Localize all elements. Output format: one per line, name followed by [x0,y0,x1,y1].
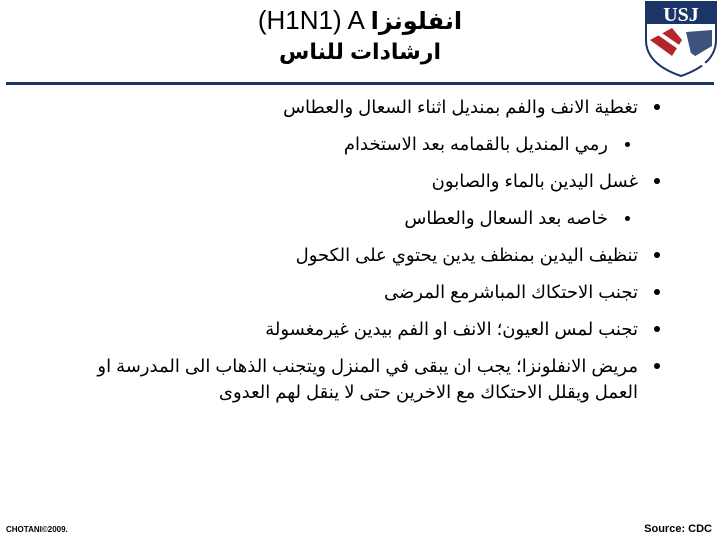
title-divider [6,82,714,85]
sub-bullet-item [60,131,660,157]
sub-bullet-item [60,205,660,231]
title-arabic: انفلونزا [370,8,463,35]
bullet-item [60,168,660,194]
bullet-text: مريض الانفلونزا؛ يجب ان يبقى في المنزل ويتجنب الذهاب الى المدرسة او العمل ويقلل الاحتكاك مع الاخرين حتى لا ينقل لهم العدوى [97,356,638,402]
bullet-dot [654,104,660,110]
bullet-text: غسل اليدين بالماء والصابون [431,171,638,191]
bullet-dot [654,178,660,184]
bullet-dot [625,142,630,147]
bullet-dot [654,363,660,369]
bullet-item [60,279,660,305]
bullet-item [60,94,660,120]
bullet-dot [654,289,660,295]
slide-subtitle: ارشادات للناس [279,39,441,64]
bullet-item [60,242,660,268]
title-line-1 [200,4,520,38]
bullet-text: خاصه بعد السعال والعطاس [404,208,608,228]
title-english: (H1N1) A [257,5,364,35]
bullet-text: تجنب الاحتكاك المباشرمع المرضى [384,282,638,302]
bullet-text: تغطية الانف والفم بمنديل اثناء السعال والعطاس [283,97,638,117]
slide-title [200,4,520,66]
source-footer: Source: CDC [644,523,712,535]
bullet-text: تجنب لمس العيون؛ الانف او الفم بيدين غيرمغسولة [265,319,638,339]
copyright-footer: CHOTANI©2009. [6,525,68,534]
bullet-dot [625,216,630,221]
bullet-text: رمي المنديل بالقمامه بعد الاستخدام [343,134,608,154]
svg-text:USJ: USJ [663,4,699,26]
bullet-dot [654,326,660,332]
bullet-list [60,94,660,416]
bullet-text: تنظيف اليدين بمنظف يدين يحتوي على الكحول [295,245,638,265]
university-logo [642,0,720,78]
bullet-item [60,353,660,405]
bullet-dot [654,252,660,258]
bullet-item [60,316,660,342]
